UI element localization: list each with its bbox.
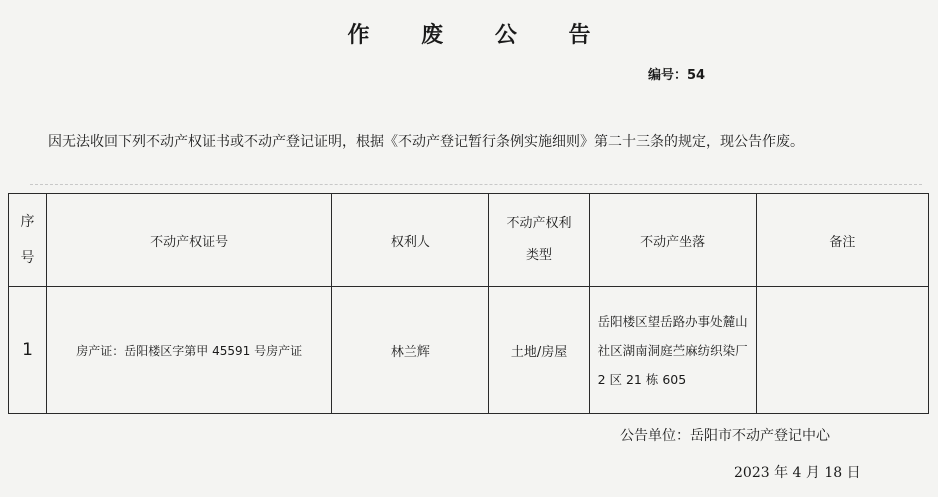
cell-cert-number: 房产证：岳阳楼区字第甲 45591 号房产证 [47,287,332,414]
cell-right-type: 土地/房屋 [489,287,589,414]
issuing-organization: 公告单位：岳阳市不动产登记中心 [620,428,830,444]
notice-intro-text: 因无法收回下列不动产权证书或不动产登记证明，根据《不动产登记暂行条例实施细则》第二十三条的规定，现公告作废。 [48,134,804,150]
notice-title: 作 废 公 告 [347,22,613,48]
issue-date: 2023 年 4 月 18 日 [734,465,861,481]
header-remarks: 备注 [756,194,928,287]
header-cert-number: 不动产权证号 [47,194,332,287]
header-owner: 权利人 [332,194,489,287]
table-header-row [9,194,929,287]
divider [30,184,922,185]
cell-location: 岳阳楼区望岳路办事处麓山 社区湖南洞庭苎麻纺织染厂 2 区 21 栋 605 [589,287,756,414]
voided-certificates-table [8,193,929,414]
document-number: 编号：54 [648,68,706,83]
cell-index: 1 [9,287,47,414]
cell-remarks [756,287,928,414]
header-location: 不动产坐落 [589,194,756,287]
header-right-type: 不动产权利 类型 [489,194,589,287]
header-index: 序 号 [9,194,47,287]
cell-owner: 林兰辉 [332,287,489,414]
table-row [9,287,929,414]
